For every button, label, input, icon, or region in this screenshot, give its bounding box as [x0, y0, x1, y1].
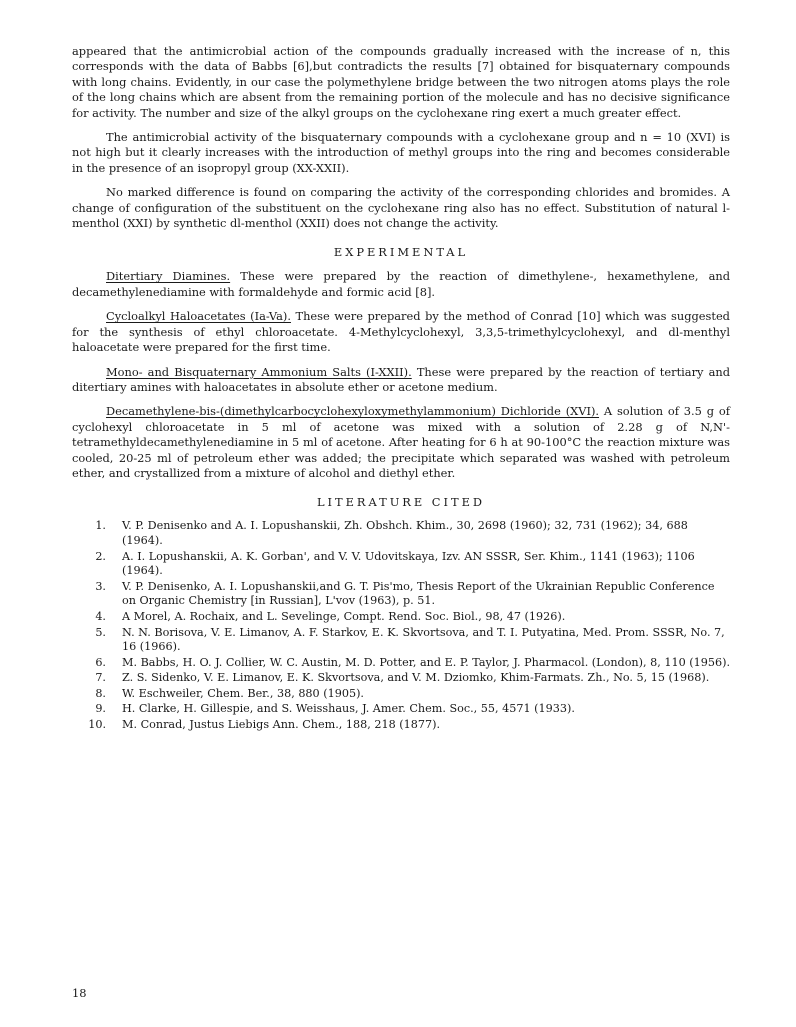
- reference-number: 2.: [95, 549, 106, 563]
- body-paragraph-3: No marked difference is found on comparing the activity of the corresponding chlorides and bromides. A change of configuration of the substituent on the cyclohexane ring also has no effect. Substitution of natural l-menthol (XXI) by synthetic dl-menthol (XXII) does not change the activity.: [72, 185, 730, 231]
- reference-number: 7.: [95, 671, 106, 685]
- section-text: These were prepared by the reaction of dimethylene-, hexamethylene, and decamethylenediamine with formaldehyde and formic acid [8].: [72, 269, 730, 299]
- reference-text: V. P. Denisenko and A. I. Lopushanskii, Zh. Obshch. Khim., 30, 2698 (1960); 32, 731 (1962); 34, 688 (1964).: [122, 519, 688, 547]
- section-text: A solution of 3.5 g of cyclohexyl chloroacetate in 5 ml of acetone was mixed with a solution of 2.28 g of N,N'-tetramethyldecamethylenediamine in 5 ml of acetone. After heating for 6 h at 90-100°C the reaction mixture was cooled, 20-25 ml of petroleum ether was added; the precipitate which separated was washed with petroleum ether, and crystallized from a mixture of alcohol and diethyl ether.: [72, 404, 730, 480]
- reference-number: 9.: [95, 702, 106, 716]
- reference-item: [72, 687, 730, 702]
- literature-heading: LITERATURE CITED: [316, 495, 486, 510]
- reference-item: [72, 656, 730, 671]
- experimental-section-3: [72, 365, 730, 396]
- body-paragraph-2: The antimicrobial activity of the bisquaternary compounds with a cyclohexane group and n = 10 (XVI) is not high but it clearly increases with the introduction of methyl groups into the ring and becomes considerable in the presence of an isopropyl group (XX-XXII).: [72, 130, 730, 175]
- page-content: [72, 44, 730, 734]
- reference-number: 4.: [95, 609, 106, 623]
- reference-item: [72, 519, 730, 548]
- section-text: These were prepared by the reaction of tertiary and ditertiary amines with haloacetates in absolute ether or acetone medium.: [72, 364, 730, 394]
- experimental-section-4: [72, 404, 730, 481]
- reference-text: Z. S. Sidenko, V. E. Limanov, E. K. Skvortsova, and V. M. Dziomko, Khim-Farmats. Zh., No. 5, 15 (1968).: [122, 671, 710, 685]
- reference-number: 8.: [95, 686, 106, 700]
- reference-text: V. P. Denisenko, A. I. Lopushanskii,and G. T. Pis'mo, Thesis Report of the Ukrainian Republic Conference on Organic Chemistry [in Russian], L'vov (1963), p. 51.: [122, 579, 715, 608]
- section-title-ammonium-salts: Mono- and Bisquaternary Ammonium Salts (I-XXII).: [106, 364, 412, 379]
- experimental-heading: EXPERIMENTAL: [333, 245, 469, 260]
- reference-item: [72, 550, 730, 579]
- reference-list: [72, 519, 730, 732]
- section-title-dichloride: Decamethylene-bis-(dimethylcarbocyclohexyloxymethylammonium) Dichloride (XVI).: [106, 404, 600, 419]
- reference-item: [72, 718, 730, 733]
- reference-text: W. Eschweiler, Chem. Ber., 38, 880 (1905).: [122, 686, 364, 700]
- section-title-ditertiary-diamines: Ditertiary Diamines.: [106, 269, 231, 284]
- reference-text: M. Babbs, H. O. J. Collier, W. C. Austin, M. D. Potter, and E. P. Taylor, J. Pharmacol. (London), 8, 110 (1956).: [122, 655, 731, 669]
- body-paragraph-1: appeared that the antimicrobial action of the compounds gradually increased with the increase of n, this corresponds with the data of Babbs [6],but contradicts the results [7] obtained for bisquaternary compounds with long chains. Evidently, in our case the polymethylene bridge between the two nitrogen atoms plays the role of the long chains which are absent from the remaining portion of the molecule and has no decisive significance for activity. The number and size of the alkyl groups on the cyclohexane ring exert a much greater effect.: [72, 44, 730, 120]
- reference-text: N. N. Borisova, V. E. Limanov, A. F. Starkov, E. K. Skvortsova, and T. I. Putyatina, Med. Prom. SSSR, No. 7, 16 (1966).: [122, 625, 725, 654]
- reference-item: [72, 610, 730, 625]
- reference-text: A. I. Lopushanskii, A. K. Gorban', and V. V. Udovitskaya, Izv. AN SSSR, Ser. Khim., 1141 (1963); 1106 (1964).: [122, 549, 695, 578]
- reference-number: 1.: [95, 519, 106, 533]
- reference-text: A Morel, A. Rochaix, and L. Sevelinge, Compt. Rend. Soc. Biol., 98, 47 (1926).: [122, 609, 566, 623]
- reference-number: 5.: [95, 625, 106, 639]
- reference-item: [72, 626, 730, 655]
- experimental-section-1: [72, 269, 730, 300]
- reference-number: 3.: [95, 579, 106, 593]
- reference-number: 6.: [95, 655, 106, 669]
- experimental-section-2: [72, 309, 730, 355]
- page-number: 18: [72, 986, 87, 1000]
- section-text: These were prepared by the method of Conrad [10] which was suggested for the synthesis of ethyl chloroacetate. 4-Methylcyclohexyl, 3,3,5-trimethylcyclohexyl, and dl-menthyl haloacetate were prepared for the first time.: [72, 309, 730, 355]
- reference-number: 10.: [88, 718, 106, 732]
- reference-text: H. Clarke, H. Gillespie, and S. Weisshaus, J. Amer. Chem. Soc., 55, 4571 (1933).: [122, 702, 575, 716]
- section-title-cycloalkyl-haloacetates: Cycloalkyl Haloacetates (Ia-Va).: [106, 309, 291, 324]
- reference-item: [72, 702, 730, 717]
- reference-item: [72, 580, 730, 609]
- reference-text: M. Conrad, Justus Liebigs Ann. Chem., 188, 218 (1877).: [122, 718, 441, 732]
- reference-item: [72, 671, 730, 686]
